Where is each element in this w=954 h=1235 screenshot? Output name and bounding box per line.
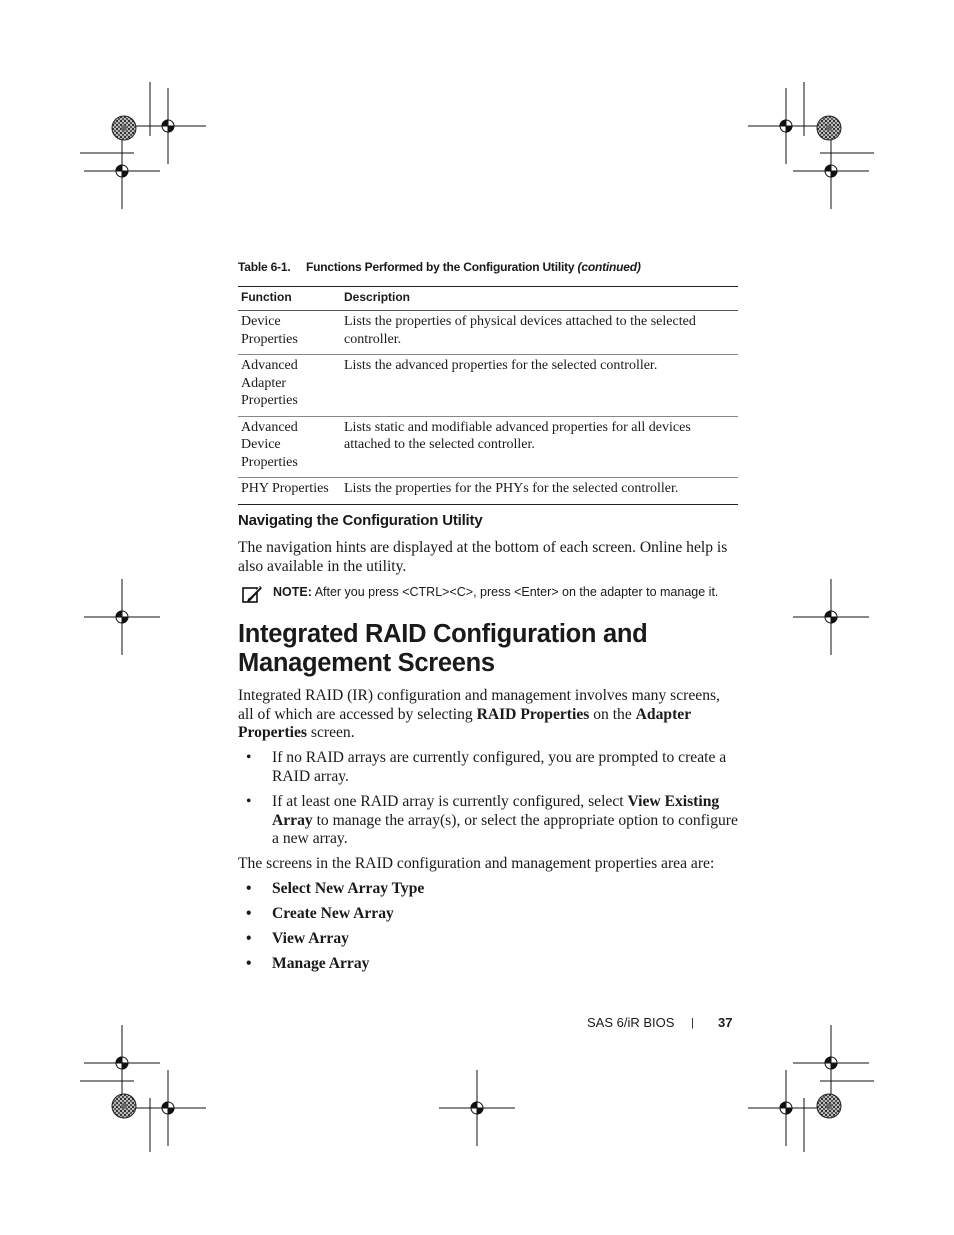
screens-intro-paragraph: The screens in the RAID configuration and management properties area are: bbox=[238, 855, 715, 872]
color-target-icon bbox=[817, 1094, 841, 1118]
description-cell: Lists the properties of physical devices attached to the selected controller. bbox=[341, 311, 738, 355]
section-heading-navigating: Navigating the Configuration Utility bbox=[238, 512, 483, 529]
registration-mark-icon bbox=[748, 88, 824, 164]
running-footer-title: SAS 6/iR BIOS bbox=[587, 1015, 675, 1030]
adapter-properties-term: Adapter Properties bbox=[238, 705, 691, 741]
registration-mark-icon bbox=[130, 1070, 206, 1146]
column-header-function: Function bbox=[238, 287, 341, 311]
view-existing-array-term: View Existing Array bbox=[272, 793, 720, 829]
table-caption bbox=[238, 260, 641, 274]
intro-text: on the bbox=[589, 705, 636, 723]
registration-mark-icon bbox=[84, 133, 160, 209]
color-target-icon bbox=[112, 1094, 136, 1118]
list-item: • Create New Array bbox=[238, 905, 738, 924]
column-header-description: Description bbox=[341, 287, 738, 311]
table-number: Table 6-1. bbox=[238, 260, 291, 274]
description-cell: Lists the advanced properties for the selected controller. bbox=[341, 355, 738, 417]
registration-mark-icon bbox=[793, 579, 869, 655]
list-item: • View Array bbox=[238, 930, 738, 949]
description-cell: Lists static and modifiable advanced properties for all devices attached to the selected controller. bbox=[341, 416, 738, 478]
function-cell: PHY Properties bbox=[238, 478, 341, 505]
registration-mark-icon bbox=[793, 133, 869, 209]
page-number: 37 bbox=[718, 1015, 733, 1030]
section-heading-raid-screens: Integrated RAID Configuration and Management Screens bbox=[238, 620, 648, 677]
table-row bbox=[238, 355, 738, 417]
note-label: NOTE: bbox=[273, 585, 312, 599]
table-row bbox=[238, 416, 738, 478]
function-cell: Advanced Device Properties bbox=[238, 416, 341, 478]
table-row bbox=[238, 478, 738, 505]
functions-table bbox=[238, 286, 738, 505]
pencil-note-icon bbox=[241, 584, 263, 604]
registration-mark-icon bbox=[84, 1025, 160, 1101]
function-cell: Device Properties bbox=[238, 311, 341, 355]
list-item: • Select New Array Type bbox=[238, 880, 738, 899]
note-text bbox=[273, 585, 718, 599]
intro-text: screen. bbox=[307, 724, 355, 741]
screens-list bbox=[238, 880, 738, 974]
note-body: After you press <CTRL><C>, press <Enter> on the adapter to manage it. bbox=[314, 585, 719, 599]
footer-separator: | bbox=[691, 1017, 694, 1029]
registration-mark-icon bbox=[130, 88, 206, 164]
list-item: • Manage Array bbox=[238, 955, 738, 974]
table-header-row bbox=[238, 287, 738, 311]
registration-mark-icon bbox=[793, 1025, 869, 1101]
registration-mark-icon bbox=[439, 1070, 515, 1146]
table-continued: (continued) bbox=[577, 260, 641, 274]
navigating-paragraph: The navigation hints are displayed at the bottom of each screen. Online help is also available in the utility. bbox=[238, 539, 728, 575]
table-title: Functions Performed by the Configuration Utility bbox=[306, 260, 575, 274]
color-target-icon bbox=[112, 116, 136, 140]
description-cell: Lists the properties for the PHYs for the selected controller. bbox=[341, 478, 738, 505]
list-item-text: to manage the array(s), or select the appropriate option to configure a new array. bbox=[272, 811, 738, 847]
color-target-icon bbox=[817, 116, 841, 140]
list-item: • If no RAID arrays are currently configured, you are prompted to create a RAID array. bbox=[238, 749, 738, 786]
list-item bbox=[238, 793, 738, 849]
conditions-list bbox=[238, 749, 738, 849]
registration-mark-icon bbox=[84, 579, 160, 655]
raid-intro-paragraph bbox=[238, 687, 738, 743]
list-item-text: If at least one RAID array is currently configured, select bbox=[272, 793, 628, 810]
table-row bbox=[238, 311, 738, 355]
intro-text: Integrated RAID (IR) configuration and management involves many screens, all of which are accessed by selecting bbox=[238, 687, 720, 723]
registration-mark-icon bbox=[748, 1070, 824, 1146]
function-cell: Advanced Adapter Properties bbox=[238, 355, 341, 417]
raid-properties-term: RAID Properties bbox=[476, 705, 590, 723]
